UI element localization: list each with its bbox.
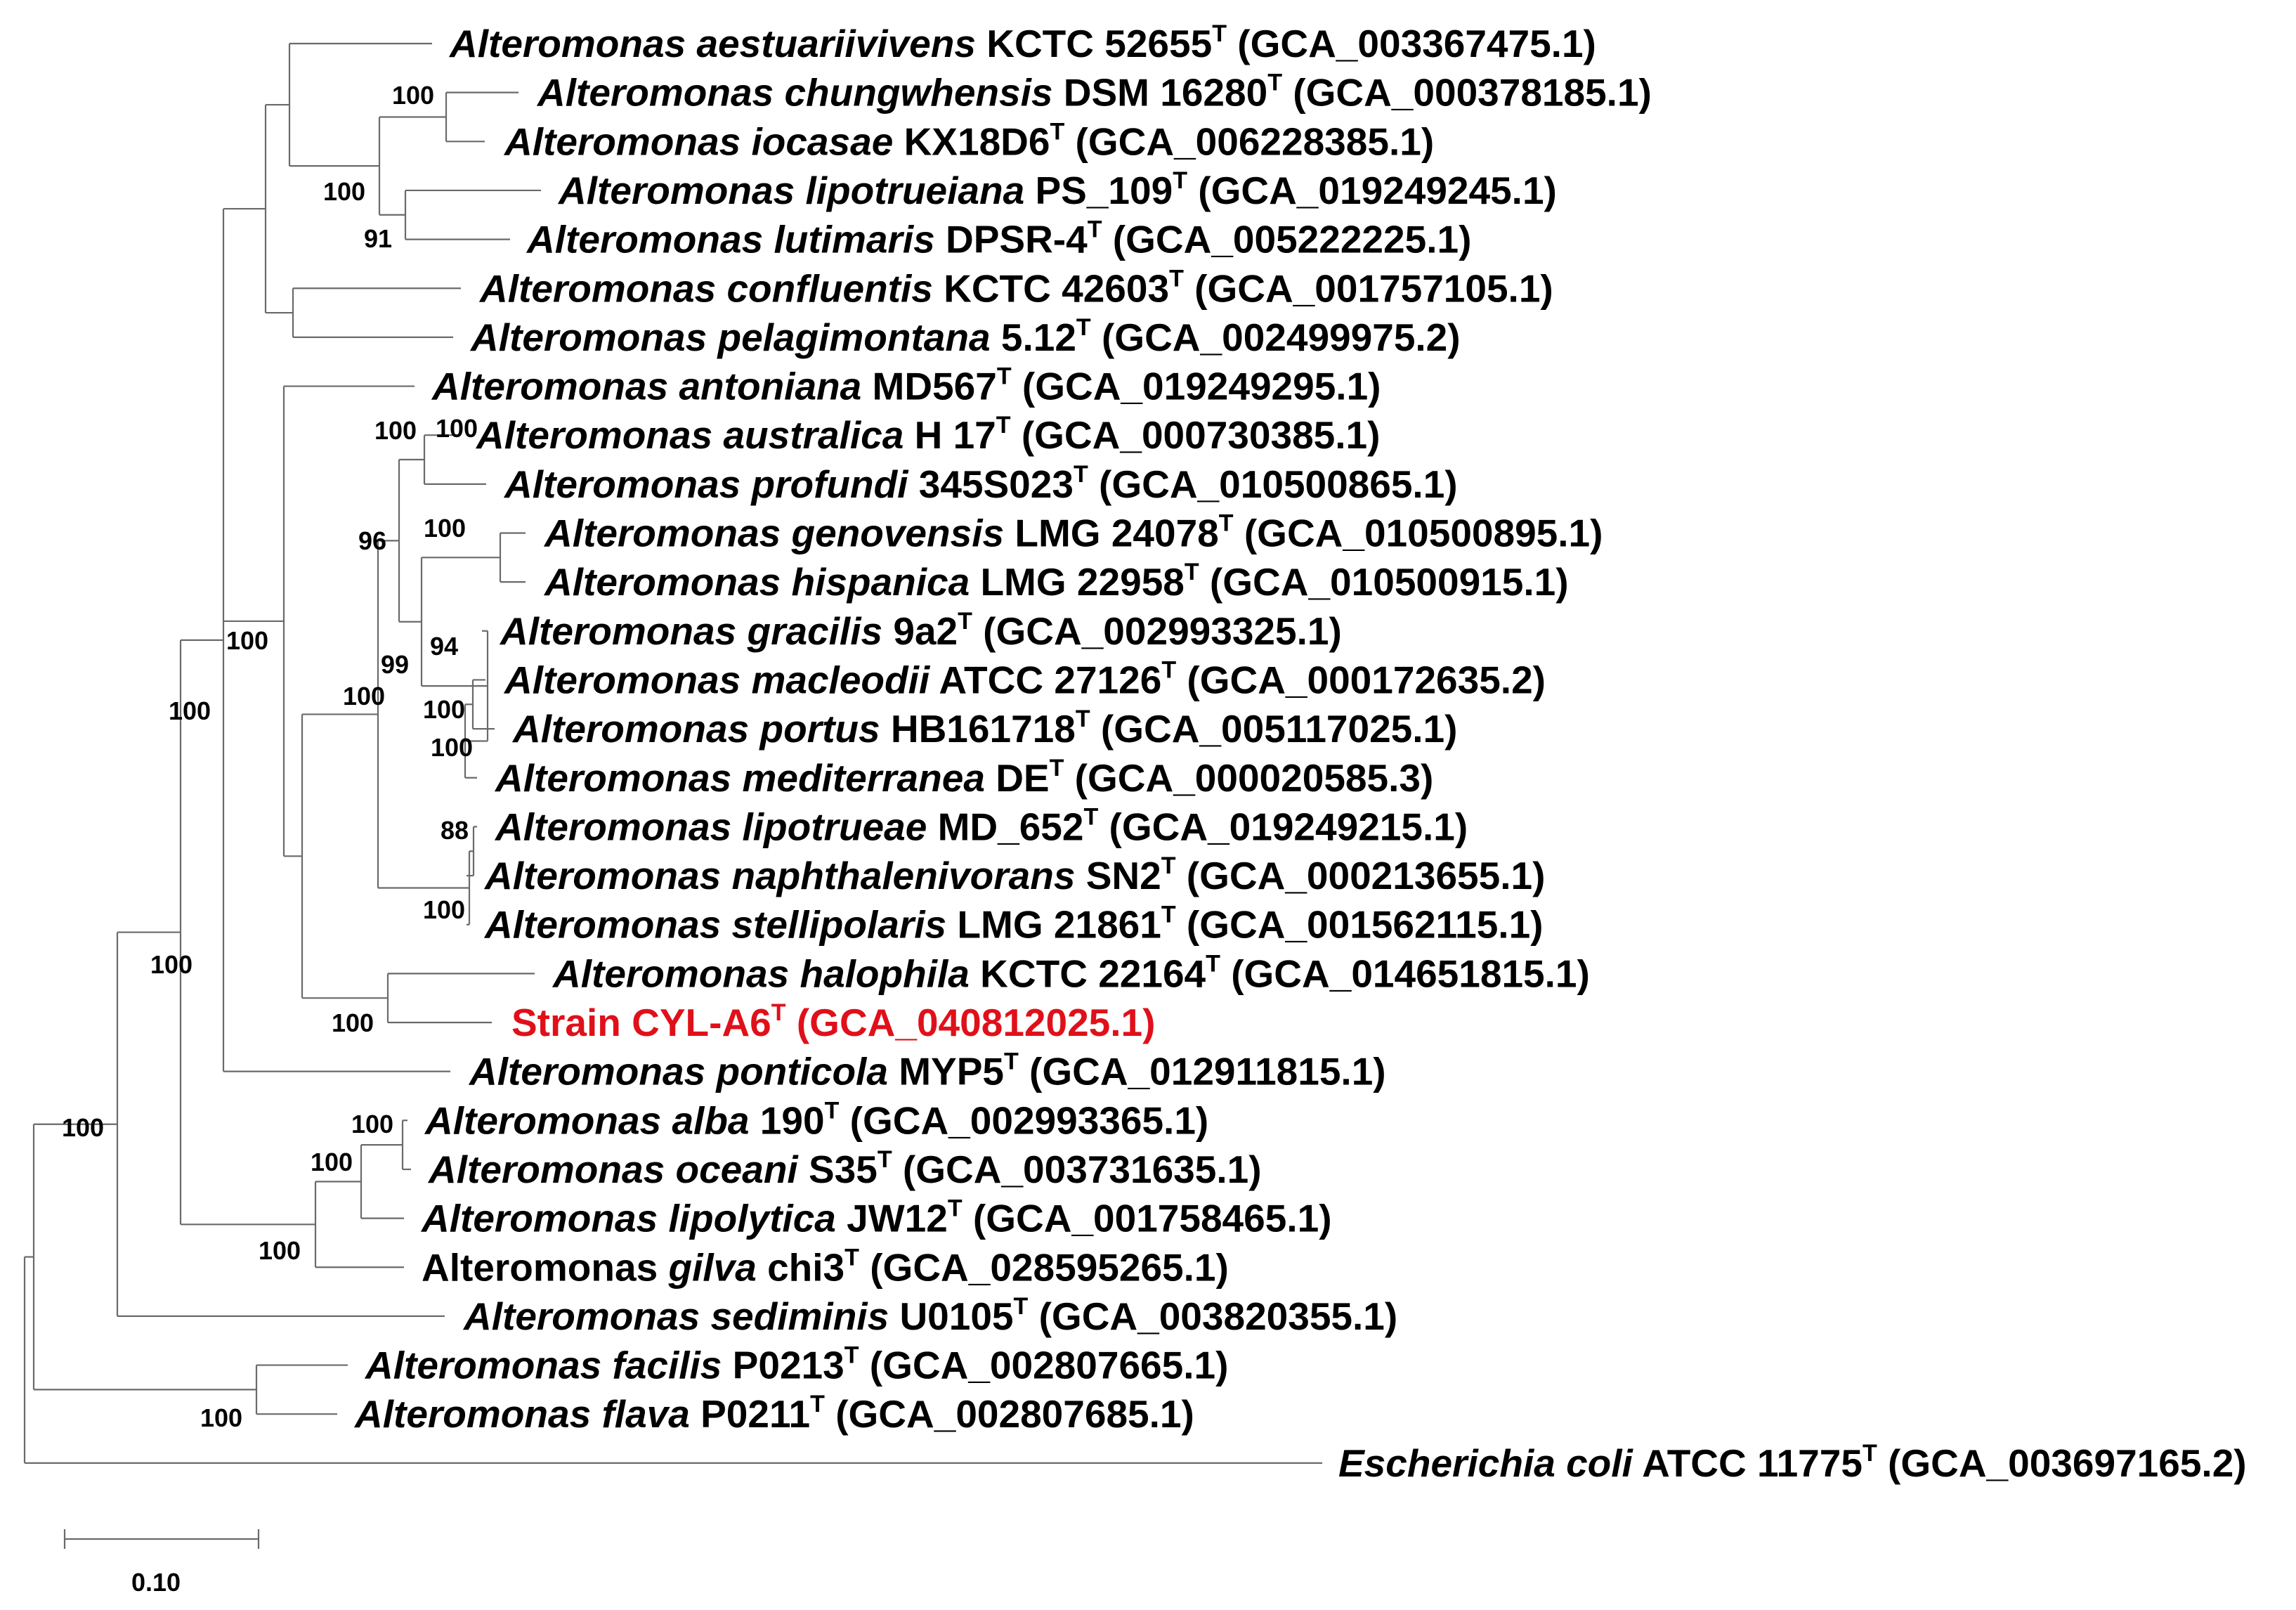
taxon-label-halophila: Alteromonas halophila KCTC $22164^T$ (GCA_014651815.1) xyxy=(553,950,1590,996)
bootstrap-values xyxy=(62,81,478,1432)
taxon-labels xyxy=(353,20,2247,1485)
taxon-label-genovensis: Alteromonas genovensis LMG $24078^T$ (GCA_010500895.1) xyxy=(544,509,1603,555)
bootstrap-value: 99 xyxy=(381,650,410,679)
bootstrap-value: 100 xyxy=(436,414,478,443)
taxon-label-portus: Alteromonas portus $HB161718^T$ (GCA_005117025.1) xyxy=(513,706,1458,751)
taxon-label-macleodii: Alteromonas macleodii ATCC $27126^T$ (GCA_000172635.2) xyxy=(504,656,1546,702)
taxon-label-gracilis: Alteromonas gracilis $9a2^T$ (GCA_002993325.1) xyxy=(500,607,1342,653)
taxon-label-ponticola: Alteromonas ponticola $MYP5^T$ (GCA_012911815.1) xyxy=(469,1048,1386,1093)
bootstrap-value: 91 xyxy=(364,224,393,253)
bootstrap-value: 88 xyxy=(441,816,469,845)
taxon-label-confluentis: Alteromonas confluentis KCTC $42603^T$ (GCA_001757105.1) xyxy=(480,265,1553,311)
bootstrap-value: 100 xyxy=(423,895,466,924)
bootstrap-value: 100 xyxy=(351,1110,394,1138)
bootstrap-value: 100 xyxy=(323,177,366,206)
bootstrap-value: 100 xyxy=(169,696,211,725)
taxon-label-oceani: Alteromonas oceani $S35^T$ (GCA_003731635.1) xyxy=(429,1145,1262,1191)
bootstrap-value: 100 xyxy=(423,695,466,724)
taxon-label-stellipolaris: Alteromonas stellipolaris LMG $21861^T$ (GCA_001562115.1) xyxy=(485,901,1544,947)
bootstrap-value: 100 xyxy=(392,81,435,110)
taxon-label-chungwhensis: Alteromonas chungwhensis DSM $16280^T$ (GCA_000378185.1) xyxy=(537,69,1652,115)
taxon-label-antoniana: Alteromonas antoniana $MD567^T$ (GCA_019249295.1) xyxy=(432,363,1381,408)
taxon-label-lipolytica: Alteromonas lipolytica $JW12^T$ (GCA_001758465.1) xyxy=(422,1195,1332,1240)
bootstrap-value: 100 xyxy=(62,1113,105,1142)
taxon-label-lipotrueiana: Alteromonas lipotrueiana $PS\_109^T$ (GCA_019249245.1) xyxy=(559,167,1557,212)
taxon-label-sediminis: Alteromonas sediminis $U0105^T$ (GCA_003820355.1) xyxy=(464,1292,1398,1338)
scale-bar xyxy=(65,1529,259,1597)
taxon-label-australica: Alteromonas australica H $17^T$ (GCA_000730385.1) xyxy=(476,412,1381,457)
bootstrap-value: 100 xyxy=(431,733,474,762)
taxon-label-profundi: Alteromonas profundi $345S023^T$ (GCA_010500865.1) xyxy=(504,460,1458,506)
taxon-label-lipotrueae: Alteromonas lipotrueae $MD\_652^T$ (GCA_019249215.1) xyxy=(495,803,1468,849)
bootstrap-value: 100 xyxy=(150,950,193,979)
taxon-label-alba: Alteromonas alba $190^T$ (GCA_002993365.1) xyxy=(425,1097,1209,1143)
taxon-label-ecoli: Escherichia coli ATCC $11775^T$ (GCA_003697165.2) xyxy=(1338,1439,2247,1485)
bootstrap-value: 100 xyxy=(259,1236,301,1265)
bootstrap-value: 94 xyxy=(430,632,459,661)
bootstrap-value: 100 xyxy=(200,1403,243,1432)
taxon-label-flava: Alteromonas flava $P0211^T$ (GCA_002807685.1) xyxy=(355,1391,1194,1436)
scale-bar-label: 0.10 xyxy=(131,1568,181,1597)
bootstrap-value: 100 xyxy=(226,626,269,655)
taxon-label-cyl-a6: Strain CYL-$A6^T$ (GCA_040812025.1) xyxy=(511,999,1156,1044)
taxon-label-iocasae: Alteromonas iocasae $KX18D6^T$ (GCA_006228385.1) xyxy=(504,118,1435,164)
taxon-label-pelagimontana: Alteromonas pelagimontana $5.12^T$ (GCA_002499975.2) xyxy=(471,313,1461,359)
bootstrap-value: 100 xyxy=(424,514,467,543)
taxon-label-facilis: Alteromonas facilis $P0213^T$ (GCA_002807665.1) xyxy=(365,1342,1229,1387)
taxon-label-hispanica: Alteromonas hispanica LMG $22958^T$ (GCA_010500915.1) xyxy=(544,559,1569,604)
bootstrap-value: 100 xyxy=(343,682,386,710)
bootstrap-value: 100 xyxy=(311,1148,353,1176)
bootstrap-value: 100 xyxy=(332,1008,374,1037)
taxon-label-gilva: Alteromonas gilva $chi3^T$ (GCA_028595265.1) xyxy=(422,1244,1229,1290)
taxon-label-naphthalenivorans: Alteromonas naphthalenivorans $SN2^T$ (GCA_000213655.1) xyxy=(485,852,1546,898)
bootstrap-value: 100 xyxy=(374,416,417,445)
taxon-label-aestuariivivens: Alteromonas aestuariivivens KCTC $52655^T$ (GCA_003367475.1) xyxy=(450,20,1596,65)
taxon-label-mediterranea: Alteromonas mediterranea $DE^T$ (GCA_000020585.3) xyxy=(495,754,1434,800)
taxon-label-lutimaris: Alteromonas lutimaris DPSR-$4^T$ (GCA_005222225.1) xyxy=(527,216,1472,261)
bootstrap-value: 96 xyxy=(358,526,387,555)
